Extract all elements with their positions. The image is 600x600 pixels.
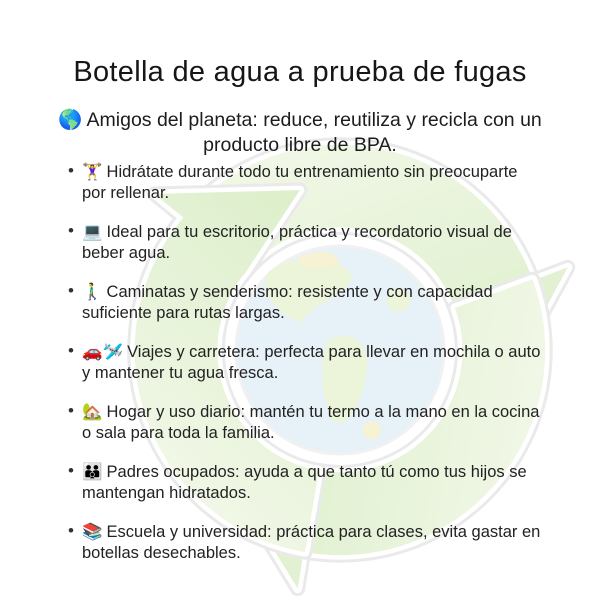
woman-lifting-weights-icon: 🏋️‍♀️ (82, 163, 103, 181)
list-item-text: Viajes y carretera: perfecta para llevar en mochila o auto y mantener tu agua fresca. (82, 343, 541, 382)
list-item-workout (82, 162, 544, 203)
subtitle (50, 108, 550, 158)
house-garden-icon: 🏡 (82, 403, 103, 421)
books-icon: 📚 (82, 523, 103, 541)
list-item-text: Caminatas y senderismo: resistente y con capacidad suficiente para rutas largas. (82, 283, 493, 322)
laptop-icon: 💻 (82, 223, 103, 241)
list-item-parents (82, 462, 544, 503)
family-icon: 👪 (82, 463, 103, 481)
subtitle-text: Amigos del planeta: reduce, reutiliza y recicla con un producto libre de BPA. (86, 109, 542, 156)
list-item-school (82, 522, 544, 563)
benefits-list (82, 162, 544, 563)
list-item-text: Ideal para tu escritorio, práctica y recordatorio visual de beber agua. (82, 223, 512, 262)
earth-globe-icon: 🌎 (58, 109, 83, 131)
list-item-text: Padres ocupados: ayuda a que tanto tú como tus hijos se mantengan hidratados. (82, 463, 527, 502)
list-item-hiking (82, 282, 544, 323)
list-item-text: Hogar y uso diario: mantén tu termo a la mano en la cocina o sala para toda la familia. (82, 403, 540, 442)
man-walking-icon: 🚶‍♂️ (82, 283, 103, 301)
list-item-desk (82, 222, 544, 263)
car-airplane-icon: 🚗🛩️ (82, 343, 124, 361)
list-item-travel (82, 342, 544, 383)
list-item-text: Escuela y universidad: práctica para clases, evita gastar en botellas desechables. (82, 523, 541, 562)
list-item-text: Hidrátate durante todo tu entrenamiento sin preocuparte por rellenar. (82, 163, 518, 202)
page-title: Botella de agua a prueba de fugas (73, 56, 527, 88)
list-item-home (82, 402, 544, 443)
